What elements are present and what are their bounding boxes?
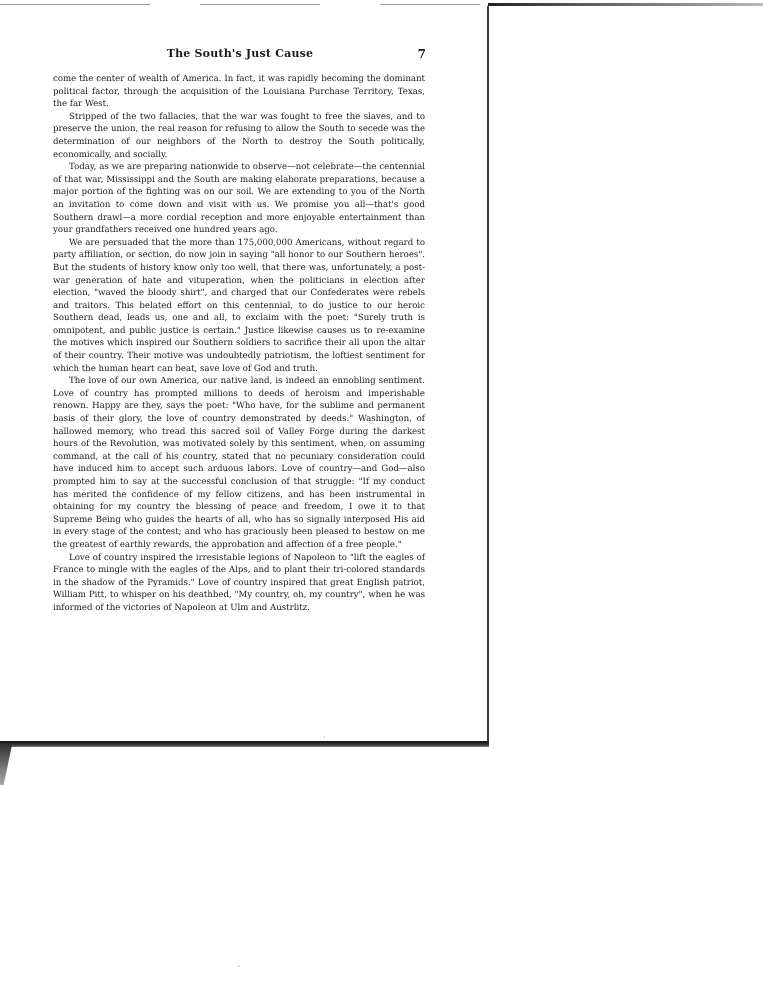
scan-speck: ˛ <box>237 958 241 967</box>
paragraph: Love of country inspired the irresistable legions of Napoleon to "lift the eagles of France to mingle with the eagles of the Alps, and to plant their tri-colored standards in the shadow of the Pyramids." Love of country inspired that great English patriot, William Pitt, to whisper on his deathbed, "My country, oh, my country", when he was informed of the victories of Napoleon at Ulm and Austrlitz. <box>53 552 425 613</box>
document-page <box>0 0 490 745</box>
body-text <box>53 73 425 615</box>
paragraph: Stripped of the two fallacies, that the war was fought to free the slaves, and to preserve the union, the real reason for refusing to allow the South to secede was the determination of our neighbors of the North to destroy the South politically, economically, and socially. <box>53 111 425 160</box>
page-corner-shadow <box>0 745 12 785</box>
scan-edge-bar <box>488 3 763 6</box>
paragraph: The love of our own America, our native land, is indeed an ennobling sentiment. Love of country has prompted millions to deeds of heroism and imperishable renown. Happy are they, says the poet: "Who have, for the sublime and permanent basis of their glory, the love of country demonstrated by deeds." Washington, of hallowed memory, who tread this sacred soil of Valley Forge during the darkest hours of the Revolution, was motivated solely by this sentiment, when, on assuming command, at the call of his country, stated that no pecuniary consideration could have induced him to accept such arduous labors. Love of country—and God—also prompted him to say at the successful conclusion of that struggle: "If my conduct has merited the confidence of my fellow citizens, and has been instrumental in obtaining for my country the blessing of peace and freedom, I owe it to that Supreme Being who guides the hearts of all, who has so signally interposed His aid in every stage of the contest; and who has graciously been pleased to bestow on me the greatest of earthly rewards, the approbation and affection of a free people." <box>53 376 425 550</box>
running-header <box>50 47 430 63</box>
paragraph: Today, as we are preparing nationwide to observe—not celebrate—the centennial of that war, Mississippi and the South are making elaborate preparations, because a major portion of the fighting was on our soil. We are extending to you of the North an invitation to come down and visit with us. We promise you all—that's good Southern drawl—a more cordial reception and more enjoyable entertainment than your grandfathers received one hundred years ago. <box>53 162 425 236</box>
page-edge-bottom <box>0 741 489 747</box>
paragraph: We are persuaded that the more than 175,000,000 Americans, without regard to party affiliation, or section, do now join in saying "all honor to our Southern heroes". But the students of history know only too well, that there was, unfortunately, a post-war generation of hate and vituperation, when the politicians in election after election, "waved the bloody shirt", and charged that our Confederates were rebels and traitors. This belated effort on this centennial, to do justice to our heroic Southern dead, leads us, one and all, to exclaim with the poet: "Surely truth is omnipotent, and public justice is certain." Justice likewise causes us to re-examine the motives which inspired our Southern soldiers to sacrifice their all upon the altar of their country. Their motive was undoubtedly patriotism, the loftiest sentiment for which the human heart can beat, save love of God and truth. <box>53 237 425 374</box>
page-number: 7 <box>417 47 426 61</box>
scan-speck: · <box>323 733 326 742</box>
running-title: The South's Just Cause <box>166 47 314 60</box>
paragraph: come the center of wealth of America. In fact, it was rapidly becoming the dominant political factor, through the acquisition of the Louisiana Purchase Territory, Texas, the far West. <box>53 74 425 110</box>
page-edge-right <box>487 6 489 743</box>
